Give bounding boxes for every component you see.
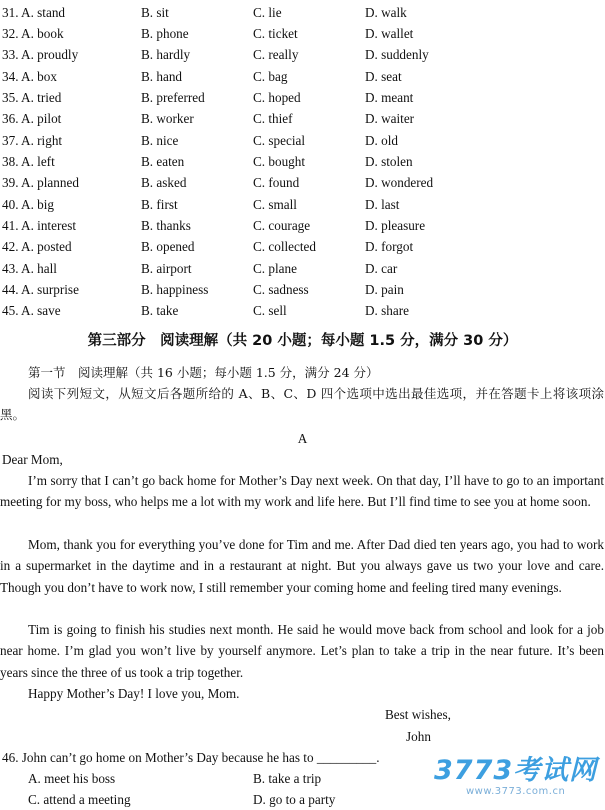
option-b: B. opened — [141, 239, 195, 254]
option-d: D. suddenly — [365, 47, 429, 62]
option-d: D. stolen — [365, 154, 413, 169]
option-d: D. meant — [365, 90, 414, 105]
option-b: B. eaten — [141, 154, 185, 169]
option-a: 44. A. surprise — [2, 282, 79, 297]
section-title: 第三部分 阅读理解（共 20 小题；每小题 1.5 分，满分 30 分） — [87, 333, 518, 349]
option-a: 40. A. big — [2, 197, 55, 212]
option-a: 36. A. pilot — [2, 111, 62, 126]
letter-paragraph: Tim is going to finish his studies next month. He said he would move back from school and look for a job near home. I’m glad you won’t live by yourself anymore. Let’s plan to take a trip in the near future. It’s been years since the three of us took a trip together. — [0, 622, 604, 680]
option-b: B. phone — [141, 26, 189, 41]
option-a: 35. A. tried — [2, 90, 62, 105]
option-row — [0, 215, 605, 236]
option-c: C. really — [253, 47, 299, 62]
option-d: D. forgot — [365, 239, 414, 254]
option-c: C. small — [253, 197, 297, 212]
option-row — [0, 87, 605, 108]
option-c: C. sell — [253, 303, 287, 318]
option-c: C. found — [253, 175, 300, 190]
option-a: 43. A. hall — [2, 261, 57, 276]
option-a: 37. A. right — [2, 133, 63, 148]
option-row — [0, 66, 605, 87]
option-row — [0, 130, 605, 151]
option-b: B. airport — [141, 261, 192, 276]
question-choice: D. go to a party — [253, 792, 336, 807]
letter-paragraph: Happy Mother’s Day! I love you, Mom. — [28, 686, 240, 701]
option-row — [0, 44, 605, 65]
option-c: C. lie — [253, 5, 282, 20]
question-stem: 46. John can’t go home on Mother’s Day because he has to _________. — [2, 750, 380, 765]
option-b: B. happiness — [141, 282, 209, 297]
option-a: 41. A. interest — [2, 218, 76, 233]
option-c: C. courage — [253, 218, 311, 233]
option-d: D. old — [365, 133, 398, 148]
option-d: D. pain — [365, 282, 404, 297]
option-a: 39. A. planned — [2, 175, 79, 190]
option-b: B. nice — [141, 133, 179, 148]
option-d: D. wallet — [365, 26, 414, 41]
question-choice: B. take a trip — [253, 771, 322, 786]
option-row — [0, 172, 605, 193]
option-row — [0, 151, 605, 172]
option-c: C. collected — [253, 239, 316, 254]
option-b: B. asked — [141, 175, 187, 190]
option-d: D. share — [365, 303, 409, 318]
option-row — [0, 2, 605, 23]
option-row — [0, 194, 605, 215]
option-d: D. wondered — [365, 175, 434, 190]
option-a: 45. A. save — [2, 303, 61, 318]
option-row — [0, 23, 605, 44]
letter-paragraph: I’m sorry that I can’t go back home for Mother’s Day next week. On that day, I’ll have to go to an important meeting for my boss, who helps me a lot with my work and life here. But I’ll find time to see you at home soon. — [0, 473, 604, 510]
option-row — [0, 258, 605, 279]
option-b: B. sit — [141, 5, 169, 20]
option-b: B. thanks — [141, 218, 191, 233]
option-b: B. worker — [141, 111, 194, 126]
letter-closing: Best wishes, — [385, 707, 451, 722]
letter-paragraph: Mom, thank you for everything you’ve done for Tim and me. After Dad died ten years ago, you had to work in a supermarket in the daytime and in a restaurant at night. But you always gave us two your love and care. Though you don’t have to work now, I still remember your coming home and feeling tired many evenings. — [0, 537, 604, 595]
watermark-logo: 3773考试网 — [434, 755, 598, 786]
option-row — [0, 279, 605, 300]
option-c: C. special — [253, 133, 306, 148]
option-a: 34. A. box — [2, 69, 57, 84]
option-a: 32. A. book — [2, 26, 64, 41]
option-b: B. first — [141, 197, 178, 212]
subsection-heading: 第一节 阅读理解（共 16 小题；每小题 1.5 分，满分 24 分） — [28, 365, 379, 380]
option-a: 31. A. stand — [2, 5, 66, 20]
option-row — [0, 236, 605, 257]
option-c: C. thief — [253, 111, 293, 126]
option-d: D. walk — [365, 5, 407, 20]
option-a: 42. A. posted — [2, 239, 72, 254]
option-row — [0, 108, 605, 129]
option-b: B. take — [141, 303, 179, 318]
option-d: D. car — [365, 261, 398, 276]
option-c: C. plane — [253, 261, 297, 276]
passage-label: A — [297, 431, 308, 446]
question-choice: A. meet his boss — [28, 771, 116, 786]
watermark-url: www.3773.com.cn — [466, 786, 566, 797]
option-d: D. last — [365, 197, 400, 212]
option-c: C. hoped — [253, 90, 301, 105]
letter-signature: John — [406, 729, 431, 744]
reading-instruction: 阅读下列短文，从短文后各题所给的 A、B、C、D 四个选项中选出最佳选项，并在答题卡上将该项涂黑。 — [0, 386, 604, 422]
option-c: C. ticket — [253, 26, 298, 41]
option-c: C. bag — [253, 69, 288, 84]
option-d: D. seat — [365, 69, 402, 84]
option-b: B. hardly — [141, 47, 191, 62]
option-d: D. pleasure — [365, 218, 426, 233]
option-d: D. waiter — [365, 111, 415, 126]
option-b: B. preferred — [141, 90, 205, 105]
option-a: 38. A. left — [2, 154, 55, 169]
option-c: C. sadness — [253, 282, 309, 297]
option-row — [0, 300, 605, 321]
option-b: B. hand — [141, 69, 183, 84]
option-a: 33. A. proudly — [2, 47, 79, 62]
question-choice: C. attend a meeting — [28, 792, 131, 807]
letter-greeting: Dear Mom, — [2, 452, 63, 467]
option-c: C. bought — [253, 154, 306, 169]
